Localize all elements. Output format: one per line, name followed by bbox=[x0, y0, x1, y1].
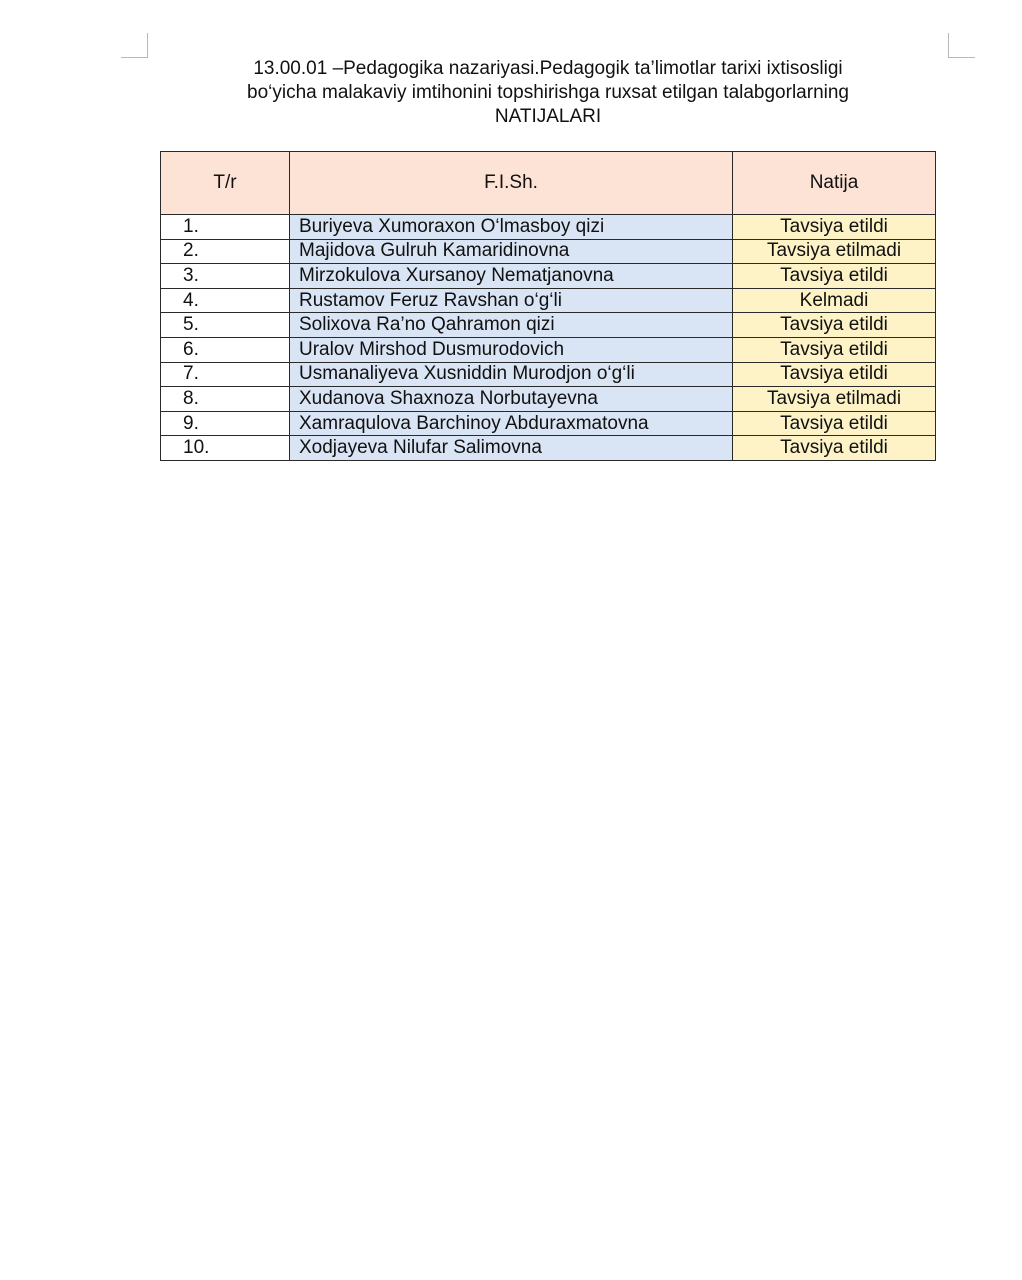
row-number: 10. bbox=[161, 436, 290, 461]
document-title-line-2: bo‘yicha malakaviy imtihonini topshirishga ruxsat etilgan talabgorlarning bbox=[247, 82, 849, 103]
row-result: Tavsiya etildi bbox=[733, 337, 936, 362]
row-result: Tavsiya etildi bbox=[733, 436, 936, 461]
table-header-row bbox=[161, 152, 936, 215]
table-row bbox=[161, 288, 936, 313]
table-row bbox=[161, 436, 936, 461]
row-name: Usmanaliyeva Xusniddin Murodjon o‘g‘li bbox=[290, 362, 733, 387]
row-number: 9. bbox=[161, 411, 290, 436]
row-result: Tavsiya etilmadi bbox=[733, 387, 936, 412]
table-row bbox=[161, 337, 936, 362]
header-name: F.I.Sh. bbox=[290, 152, 733, 215]
row-number: 4. bbox=[161, 288, 290, 313]
row-result: Tavsiya etildi bbox=[733, 362, 936, 387]
row-name: Xudanova Shaxnoza Norbutayevna bbox=[290, 387, 733, 412]
row-result: Tavsiya etildi bbox=[733, 215, 936, 240]
row-result: Kelmadi bbox=[733, 288, 936, 313]
row-name: Rustamov Feruz Ravshan o‘g‘li bbox=[290, 288, 733, 313]
row-name: Uralov Mirshod Dusmurodovich bbox=[290, 337, 733, 362]
row-name: Xodjayeva Nilufar Salimovna bbox=[290, 436, 733, 461]
document-title-line-3: NATIJALARI bbox=[494, 106, 602, 127]
row-name: Xamraqulova Barchinoy Abduraxmatovna bbox=[290, 411, 733, 436]
table-row bbox=[161, 411, 936, 436]
table-row bbox=[161, 239, 936, 264]
row-name: Mirzokulova Xursanoy Nematjanovna bbox=[290, 264, 733, 289]
table-row bbox=[161, 387, 936, 412]
page-corner-mark-top-left bbox=[121, 33, 148, 58]
table-row bbox=[161, 313, 936, 338]
header-result: Natija bbox=[733, 152, 936, 215]
row-name: Solixova Ra’no Qahramon qizi bbox=[290, 313, 733, 338]
row-result: Tavsiya etilmadi bbox=[733, 239, 936, 264]
row-number: 2. bbox=[161, 239, 290, 264]
table-row bbox=[161, 362, 936, 387]
header-number: T/r bbox=[161, 152, 290, 215]
row-number: 6. bbox=[161, 337, 290, 362]
row-number: 7. bbox=[161, 362, 290, 387]
row-result: Tavsiya etildi bbox=[733, 264, 936, 289]
table-row bbox=[161, 215, 936, 240]
page-corner-mark-top-right bbox=[948, 33, 975, 58]
row-number: 5. bbox=[161, 313, 290, 338]
row-name: Majidova Gulruh Kamaridinovna bbox=[290, 239, 733, 264]
document-title bbox=[150, 57, 946, 129]
table-row bbox=[161, 264, 936, 289]
results-table bbox=[160, 151, 936, 461]
row-result: Tavsiya etildi bbox=[733, 313, 936, 338]
row-number: 3. bbox=[161, 264, 290, 289]
row-result: Tavsiya etildi bbox=[733, 411, 936, 436]
document-title-line-1: 13.00.01 –Pedagogika nazariyasi.Pedagogik ta’limotlar tarixi ixtisosligi bbox=[253, 58, 843, 79]
row-number: 1. bbox=[161, 215, 290, 240]
row-name: Buriyeva Xumoraxon O‘lmasboy qizi bbox=[290, 215, 733, 240]
row-number: 8. bbox=[161, 387, 290, 412]
